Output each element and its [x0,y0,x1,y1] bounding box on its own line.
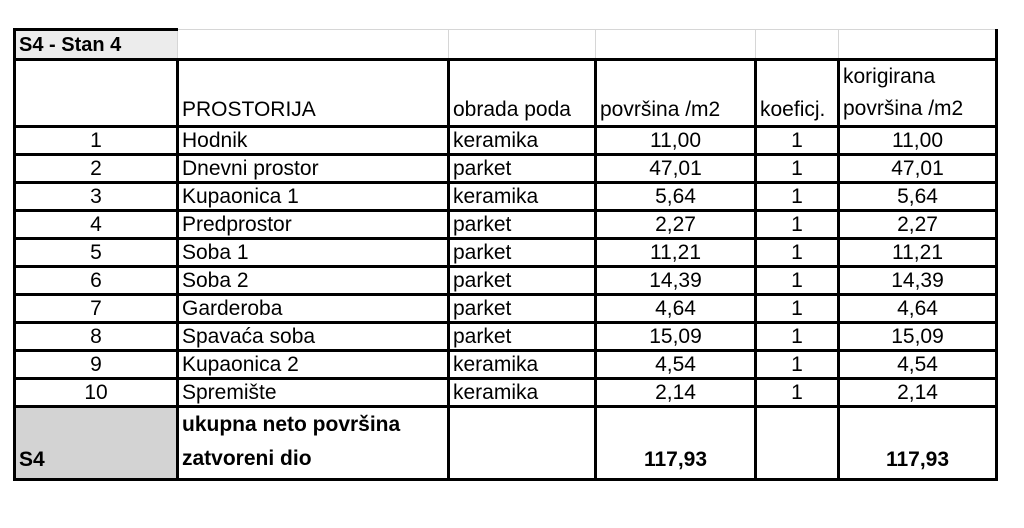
cell-number: 3 [15,183,178,211]
total-row [15,407,997,480]
cell-corrected-area: 15,09 [839,323,997,351]
cell-room-name: Spremište [178,379,449,407]
table-row [15,127,997,155]
cell-floor-finish: parket [449,239,596,267]
table-row [15,155,997,183]
total-area: 117,93 [596,407,756,480]
cell-number: 5 [15,239,178,267]
empty-cell [756,30,839,60]
cell-room-name: Spavaća soba [178,323,449,351]
cell-floor-finish: parket [449,155,596,183]
cell-area: 4,64 [596,295,756,323]
total-description [178,407,449,480]
cell-area: 2,27 [596,211,756,239]
cell-coefficient: 1 [756,323,839,351]
cell-corrected-area: 14,39 [839,267,997,295]
title-row [15,30,997,60]
cell-floor-finish: keramika [449,351,596,379]
sheet-title: S4 - Stan 4 [15,30,178,60]
cell-number: 2 [15,155,178,183]
table-row [15,379,997,407]
cell-corrected-area: 4,64 [839,295,997,323]
cell-room-name: Soba 2 [178,267,449,295]
table-row [15,323,997,351]
cell-number: 9 [15,351,178,379]
table-row [15,211,997,239]
header-koeficijent: koeficj. [756,60,839,127]
cell-corrected-area: 5,64 [839,183,997,211]
table-row [15,239,997,267]
cell-coefficient: 1 [756,379,839,407]
header-row [15,60,997,127]
total-description-line1: ukupna neto površina [182,413,401,436]
cell-floor-finish: keramika [449,379,596,407]
table-row [15,295,997,323]
cell-floor-finish: parket [449,295,596,323]
cell-floor-finish: keramika [449,183,596,211]
empty-cell [449,407,596,480]
cell-corrected-area: 2,27 [839,211,997,239]
cell-corrected-area: 4,54 [839,351,997,379]
cell-area: 15,09 [596,323,756,351]
empty-cell [839,30,997,60]
cell-coefficient: 1 [756,183,839,211]
cell-room-name: Hodnik [178,127,449,155]
cell-corrected-area: 47,01 [839,155,997,183]
cell-floor-finish: parket [449,267,596,295]
cell-corrected-area: 11,00 [839,127,997,155]
cell-room-name: Soba 1 [178,239,449,267]
header-obrada-poda: obrada poda [449,60,596,127]
cell-area: 11,21 [596,239,756,267]
cell-number: 7 [15,295,178,323]
cell-floor-finish: parket [449,211,596,239]
cell-area: 5,64 [596,183,756,211]
cell-room-name: Predprostor [178,211,449,239]
cell-floor-finish: keramika [449,127,596,155]
room-area-table [13,28,998,481]
cell-area: 2,14 [596,379,756,407]
cell-number: 6 [15,267,178,295]
cell-coefficient: 1 [756,155,839,183]
table-row [15,267,997,295]
cell-coefficient: 1 [756,295,839,323]
header-korigirana-line1: korigirana [843,65,936,88]
cell-coefficient: 1 [756,267,839,295]
empty-cell [449,30,596,60]
empty-cell [178,30,449,60]
cell-coefficient: 1 [756,239,839,267]
total-description-line2: zatvoreni dio [182,447,312,470]
cell-number: 4 [15,211,178,239]
cell-number: 8 [15,323,178,351]
total-label: S4 [15,407,178,480]
cell-corrected-area: 11,21 [839,239,997,267]
cell-room-name: Kupaonica 2 [178,351,449,379]
header-korigirana-line2: površina /m2 [843,97,964,120]
cell-coefficient: 1 [756,211,839,239]
table-row [15,351,997,379]
cell-coefficient: 1 [756,127,839,155]
header-prostorija: PROSTORIJA [178,60,449,127]
total-corrected-area: 117,93 [839,407,997,480]
empty-cell [596,30,756,60]
cell-area: 47,01 [596,155,756,183]
empty-cell [756,407,839,480]
cell-room-name: Kupaonica 1 [178,183,449,211]
header-number [15,60,178,127]
header-korigirana [839,60,997,127]
cell-number: 1 [15,127,178,155]
header-povrsina: površina /m2 [596,60,756,127]
cell-floor-finish: parket [449,323,596,351]
cell-number: 10 [15,379,178,407]
cell-area: 14,39 [596,267,756,295]
cell-room-name: Dnevni prostor [178,155,449,183]
cell-coefficient: 1 [756,351,839,379]
cell-corrected-area: 2,14 [839,379,997,407]
cell-room-name: Garderoba [178,295,449,323]
cell-area: 4,54 [596,351,756,379]
table-row [15,183,997,211]
cell-area: 11,00 [596,127,756,155]
